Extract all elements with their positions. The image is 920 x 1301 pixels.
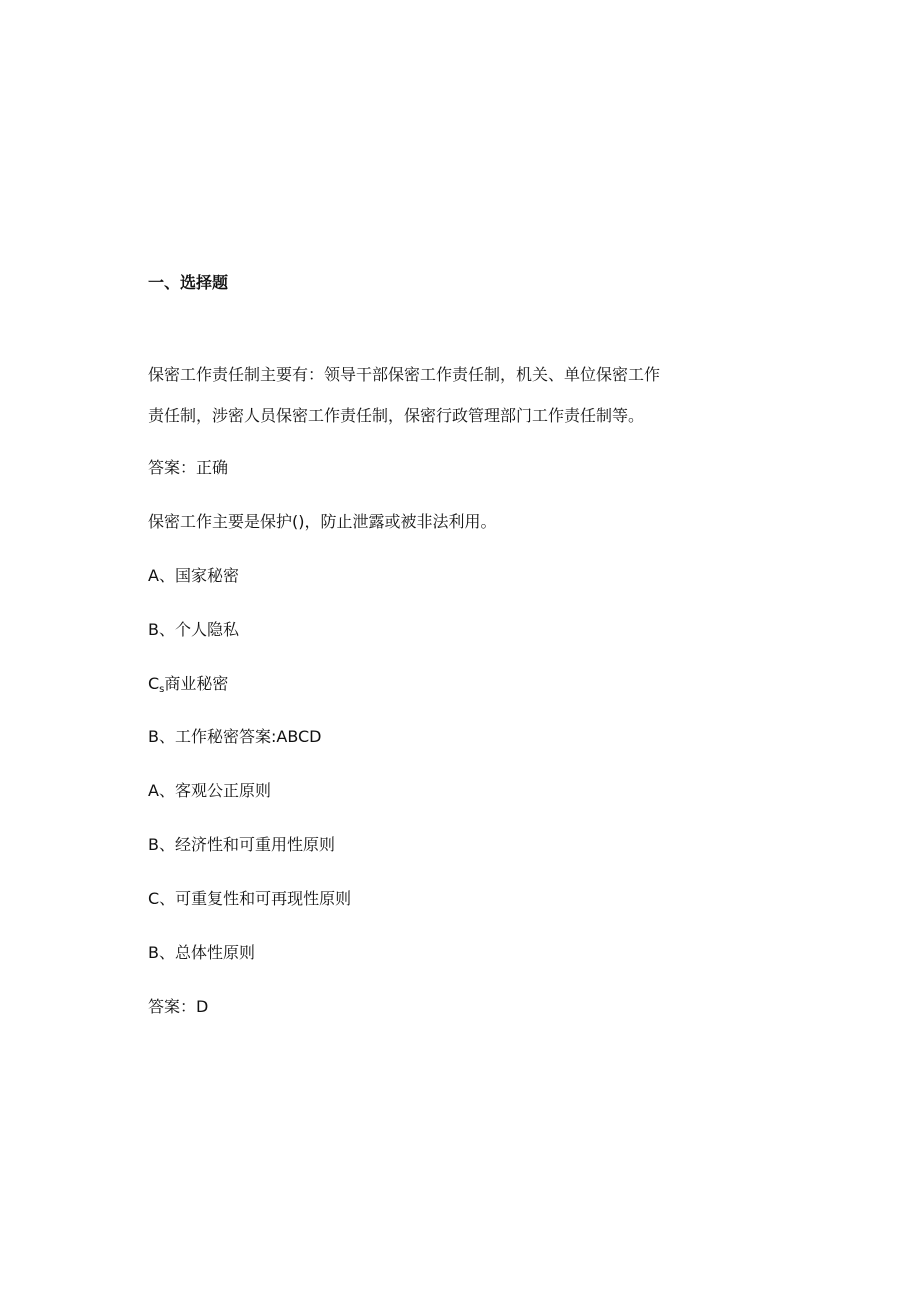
question-3-option-a: A、客观公正原则 — [148, 781, 271, 800]
question-3-answer: 答案：D — [148, 997, 209, 1016]
question-2-option-d-answer: B、工作秘密答案:ABCD — [148, 727, 322, 746]
question-1-text-line-2: 责任制，涉密人员保密工作责任制，保密行政管理部门工作责任制等。 — [148, 406, 645, 425]
question-2-option-a: A、国家秘密 — [148, 566, 239, 585]
option-c-subscript: s — [159, 684, 165, 695]
question-3-option-b: B、经济性和可重用性原则 — [148, 835, 335, 854]
question-1-answer: 答案：正确 — [148, 458, 229, 477]
section-heading: 一、选择题 — [148, 273, 229, 292]
option-c-text: 商业秘密 — [164, 674, 229, 693]
question-2-option-b: B、个人隐私 — [148, 620, 239, 639]
option-c-letter: C — [148, 674, 160, 693]
question-1-text-line-1: 保密工作责任制主要有：领导干部保密工作责任制，机关、单位保密工作 — [148, 365, 661, 384]
question-3-option-c: C、可重复性和可再现性原则 — [148, 889, 352, 908]
question-2-text: 保密工作主要是保护()，防止泄露或被非法利用。 — [148, 512, 497, 531]
question-3-option-d: B、总体性原则 — [148, 943, 255, 962]
question-2-option-c — [148, 673, 228, 701]
